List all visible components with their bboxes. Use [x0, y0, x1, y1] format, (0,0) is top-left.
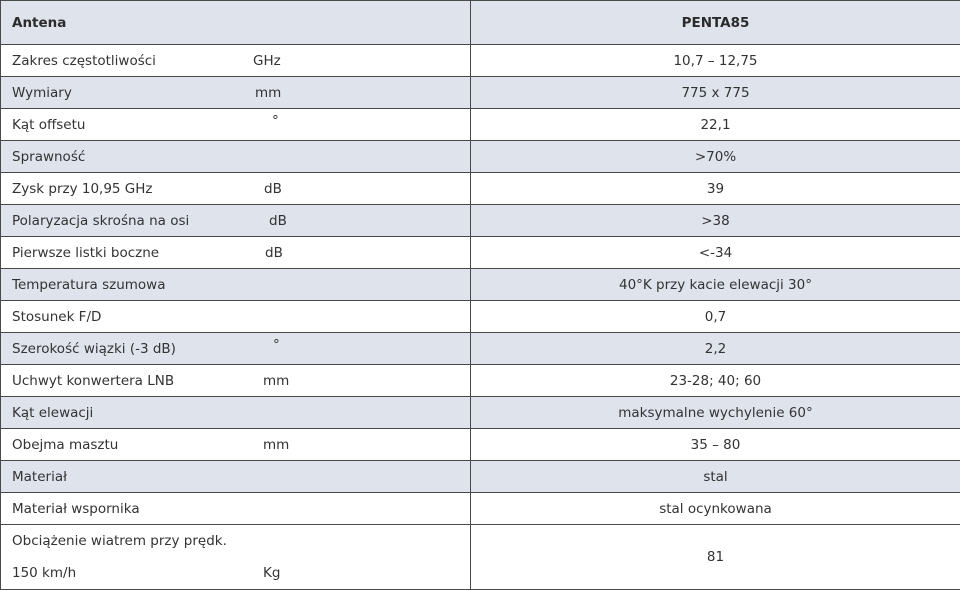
param-value: maksymalne wychylenie 60°	[471, 397, 960, 429]
param-label: Szerokość wiązki (-3 dB)	[12, 341, 176, 357]
param-name	[1, 333, 471, 365]
param-name	[1, 77, 471, 109]
table-row	[1, 301, 960, 333]
param-label-line1: Obciążenie wiatrem przy prędk.	[12, 525, 470, 557]
param-label: Pierwsze listki boczne	[12, 245, 159, 261]
param-unit: GHz	[253, 53, 281, 69]
param-name	[1, 461, 471, 493]
param-label-line2: 150 km/h	[12, 557, 470, 589]
table-row	[1, 109, 960, 141]
param-label: Zakres częstotliwości	[12, 53, 156, 69]
param-name	[1, 269, 471, 301]
param-label: Stosunek F/D	[12, 309, 101, 325]
table-row	[1, 333, 960, 365]
param-value: 775 x 775	[471, 77, 960, 109]
param-unit: mm	[263, 437, 289, 453]
table-row	[1, 461, 960, 493]
param-value: 0,7	[471, 301, 960, 333]
table-row	[1, 45, 960, 77]
param-label-line2-wrap	[12, 557, 470, 589]
param-label: Materiał	[12, 469, 67, 485]
table-row	[1, 173, 960, 205]
param-value: 2,2	[471, 333, 960, 365]
header-antenna: Antena	[1, 1, 471, 45]
param-value: 39	[471, 173, 960, 205]
param-value: 40°K przy kacie elewacji 30°	[471, 269, 960, 301]
param-unit: °	[272, 113, 279, 129]
param-value: 10,7 – 12,75	[471, 45, 960, 77]
param-value: 35 – 80	[471, 429, 960, 461]
table-row	[1, 397, 960, 429]
param-label: Zysk przy 10,95 GHz	[12, 181, 153, 197]
header-model: PENTA85	[471, 1, 960, 45]
param-name	[1, 109, 471, 141]
table-row	[1, 365, 960, 397]
table-row	[1, 525, 960, 590]
param-label: Polaryzacja skrośna na osi	[12, 213, 189, 229]
param-label: Kąt elewacji	[12, 405, 93, 421]
table-row	[1, 77, 960, 109]
param-name	[1, 205, 471, 237]
param-unit: dB	[269, 213, 287, 229]
param-name	[1, 237, 471, 269]
param-unit: dB	[264, 181, 282, 197]
param-name	[1, 429, 471, 461]
param-value: >38	[471, 205, 960, 237]
param-name	[1, 493, 471, 525]
param-label: Wymiary	[12, 85, 72, 101]
table-row	[1, 205, 960, 237]
table-row	[1, 429, 960, 461]
table-row	[1, 269, 960, 301]
param-value: stal ocynkowana	[471, 493, 960, 525]
table-row	[1, 493, 960, 525]
param-label: Obejma masztu	[12, 437, 118, 453]
param-name	[1, 525, 471, 590]
param-value: 22,1	[471, 109, 960, 141]
param-unit: Kg	[263, 565, 280, 581]
table-row	[1, 237, 960, 269]
param-value: 81	[471, 525, 960, 590]
param-name	[1, 141, 471, 173]
table-header-row	[1, 1, 960, 45]
param-label: Materiał wspornika	[12, 501, 140, 517]
param-value: >70%	[471, 141, 960, 173]
param-value: 23-28; 40; 60	[471, 365, 960, 397]
param-label: Uchwyt konwertera LNB	[12, 373, 174, 389]
param-label: Temperatura szumowa	[12, 277, 165, 293]
param-unit: mm	[263, 373, 289, 389]
param-name	[1, 397, 471, 429]
param-label: Sprawność	[12, 149, 85, 165]
param-label: Kąt offsetu	[12, 117, 85, 133]
param-name	[1, 301, 471, 333]
param-name	[1, 173, 471, 205]
param-unit: °	[273, 337, 280, 353]
table-row	[1, 141, 960, 173]
param-name	[1, 45, 471, 77]
param-value: stal	[471, 461, 960, 493]
param-value: <-34	[471, 237, 960, 269]
param-unit: dB	[265, 245, 283, 261]
param-unit: mm	[255, 85, 281, 101]
param-name	[1, 365, 471, 397]
